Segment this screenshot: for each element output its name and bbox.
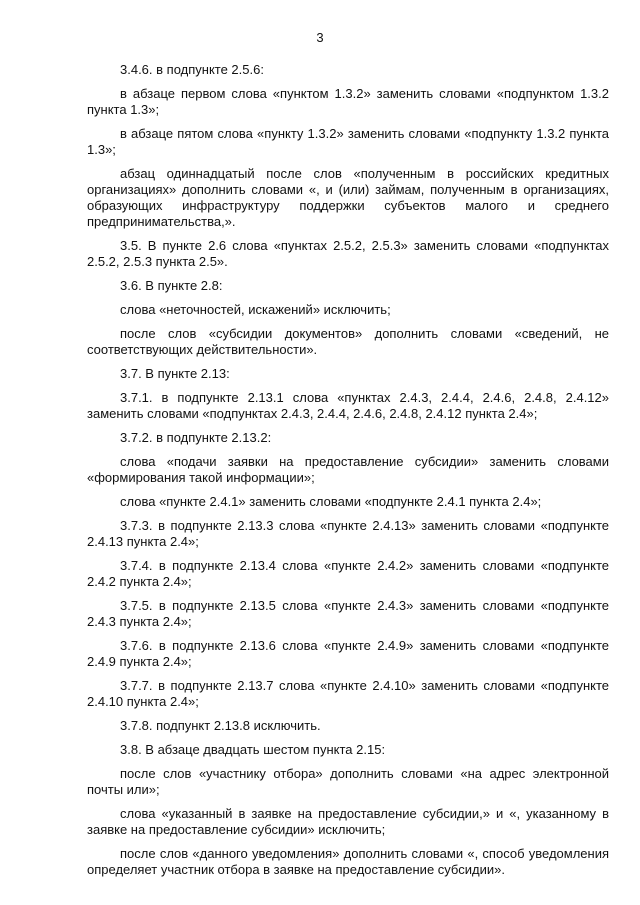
paragraph: 3.7.2. в подпункте 2.13.2: [120, 430, 272, 445]
paragraph: слова «пункте 2.4.1» заменить словами «подпункте 2.4.1 пункта 2.4»; [120, 494, 542, 509]
paragraph: 3.4.6. в подпункте 2.5.6: [120, 62, 264, 77]
page-number: 3 [316, 30, 324, 45]
paragraph: 3.6. В пункте 2.8: [120, 278, 223, 293]
paragraph: 3.7.7. в подпункте 2.13.7 слова «пункте 2.4.10» заменить словами «подпункте 2.4.10 пункта 2.4»; [87, 678, 609, 709]
paragraph: после слов «участнику отбора» дополнить словами «на адрес электронной почты или»; [87, 766, 609, 797]
paragraph: 3.7.8. подпункт 2.13.8 исключить. [120, 718, 321, 733]
paragraph: 3.7.1. в подпункте 2.13.1 слова «пунктах 2.4.3, 2.4.4, 2.4.6, 2.4.8, 2.4.12» заменить словами «подпунктах 2.4.3, 2.4.4, 2.4.6, 2.4.8, 2.4.12 пункта 2.4»; [87, 390, 609, 421]
paragraph: в абзаце пятом слова «пункту 1.3.2» заменить словами «подпункту 1.3.2 пункта 1.3»; [87, 126, 609, 157]
paragraph: слова «подачи заявки на предоставление субсидии» заменить словами «формирования такой информации»; [87, 454, 609, 485]
paragraph: после слов «субсидии документов» дополнить словами «сведений, не соответствующих действительности». [87, 326, 609, 357]
paragraph: 3.7.3. в подпункте 2.13.3 слова «пункте 2.4.13» заменить словами «подпункте 2.4.13 пункта 2.4»; [87, 518, 609, 549]
paragraph: 3.5. В пункте 2.6 слова «пунктах 2.5.2, 2.5.3» заменить словами «подпунктах 2.5.2, 2.5.3 пункта 2.5». [87, 238, 609, 269]
paragraph: абзац одиннадцатый после слов «полученным в российских кредитных организациях» дополнить словами «, и (или) займам, полученным в организациях, образующих инфраструктуру поддержки субъектов малого и среднего предпринимательства,». [87, 166, 609, 229]
paragraph: 3.7. В пункте 2.13: [120, 366, 230, 381]
paragraph: в абзаце первом слова «пунктом 1.3.2» заменить словами «подпунктом 1.3.2 пункта 1.3»; [87, 86, 609, 117]
document-body [87, 62, 609, 886]
paragraph: 3.8. В абзаце двадцать шестом пункта 2.15: [120, 742, 386, 757]
paragraph: 3.7.4. в подпункте 2.13.4 слова «пункте 2.4.2» заменить словами «подпункте 2.4.2 пункта 2.4»; [87, 558, 609, 589]
paragraph: 3.7.5. в подпункте 2.13.5 слова «пункте 2.4.3» заменить словами «подпункте 2.4.3 пункта 2.4»; [87, 598, 609, 629]
paragraph: после слов «данного уведомления» дополнить словами «, способ уведомления определяет участник отбора в заявке на предоставление субсидии». [87, 846, 609, 877]
paragraph: 3.7.6. в подпункте 2.13.6 слова «пункте 2.4.9» заменить словами «подпункте 2.4.9 пункта 2.4»; [87, 638, 609, 669]
paragraph: слова «неточностей, искажений» исключить; [120, 302, 391, 317]
paragraph: слова «указанный в заявке на предоставление субсидии,» и «, указанному в заявке на предоставление субсидии» исключить; [87, 806, 609, 837]
